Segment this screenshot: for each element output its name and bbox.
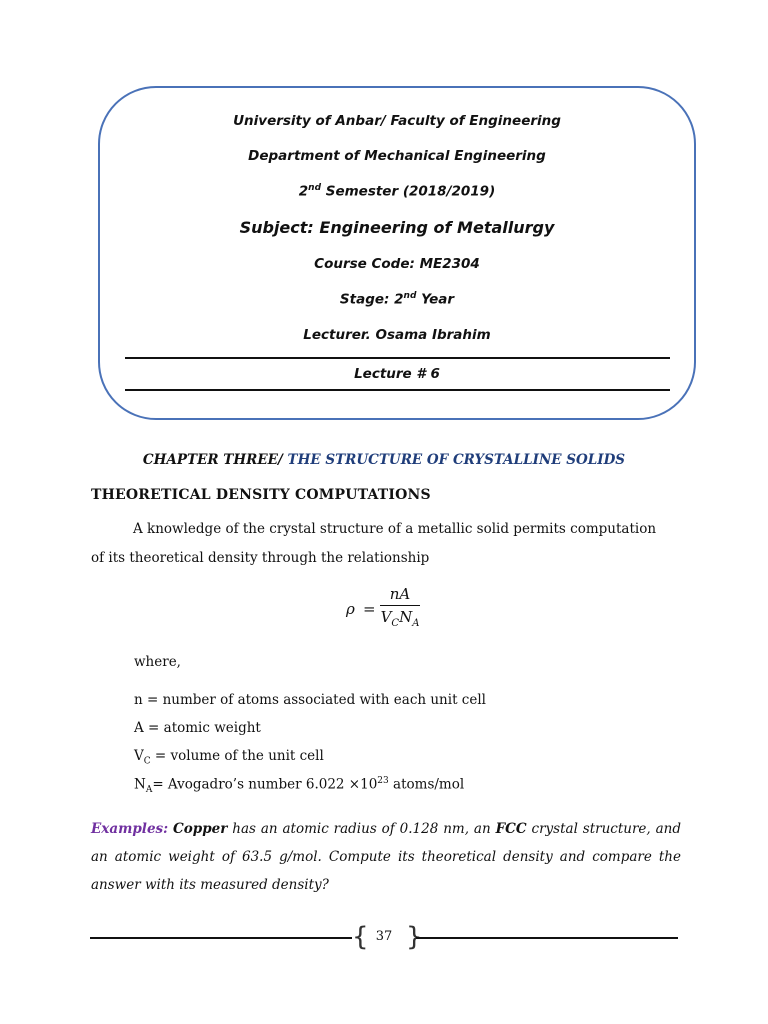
formula-denominator: $V_CN_A$ xyxy=(380,608,420,629)
definition-na: $N_A=$ Avogadro’s number $6.022 \times 10^{23}$ atoms/mol xyxy=(134,776,465,796)
intro-line-2: of its theoretical density through the relationship xyxy=(91,550,430,566)
example-label: Examples: xyxy=(91,821,169,837)
page-number: 37 xyxy=(375,929,393,944)
subject-line: Subject: Engineering of Metallurgy xyxy=(239,218,555,237)
intro-line-1: A knowledge of the crystal structure of a metallic solid permits computation xyxy=(133,521,657,537)
formula-fraction xyxy=(379,585,421,629)
right-brace-icon: } xyxy=(406,922,423,952)
lecture-number: Lecture # 6 xyxy=(354,366,440,382)
divider-bottom xyxy=(125,389,670,391)
intro-paragraph xyxy=(91,515,691,573)
section-title: THEORETICAL DENSITY COMPUTATIONS xyxy=(91,487,431,503)
lecturer-line: Lecturer. Osama Ibrahim xyxy=(303,327,491,343)
where-label: where, xyxy=(134,654,181,670)
stage-line: Stage: 2nd Year xyxy=(339,291,455,308)
semester-line: 2nd Semester (2018/2019) xyxy=(298,183,496,200)
left-brace-icon: { xyxy=(352,922,369,952)
course-code-line: Course Code: ME2304 xyxy=(314,256,480,272)
chapter-heading: CHAPTER THREE/ THE STRUCTURE OF CRYSTALLINE SOLIDS xyxy=(142,452,626,468)
formula-numerator: nA xyxy=(389,585,411,603)
definition-a: A = atomic weight xyxy=(134,720,261,736)
university-line: University of Anbar/ Faculty of Engineering xyxy=(233,113,561,129)
formula-rho: ρ xyxy=(346,600,355,618)
definition-n: n = number of atoms associated with each unit cell xyxy=(134,692,486,708)
footer-line-right xyxy=(416,937,678,939)
divider-top xyxy=(125,357,670,359)
department-line: Department of Mechanical Engineering xyxy=(248,148,546,164)
example-paragraph: Examples: Copper has an atomic radius of 0.128 nm, an FCC crystal structure, and an atomic weight of 63.5 g/mol. Compute its theoretical density and compare the answer with its measured density? xyxy=(91,821,681,893)
definition-vc: $V_C$ = volume of the unit cell xyxy=(134,748,324,767)
footer-line-left xyxy=(90,937,352,939)
formula-equals: = xyxy=(363,600,376,618)
